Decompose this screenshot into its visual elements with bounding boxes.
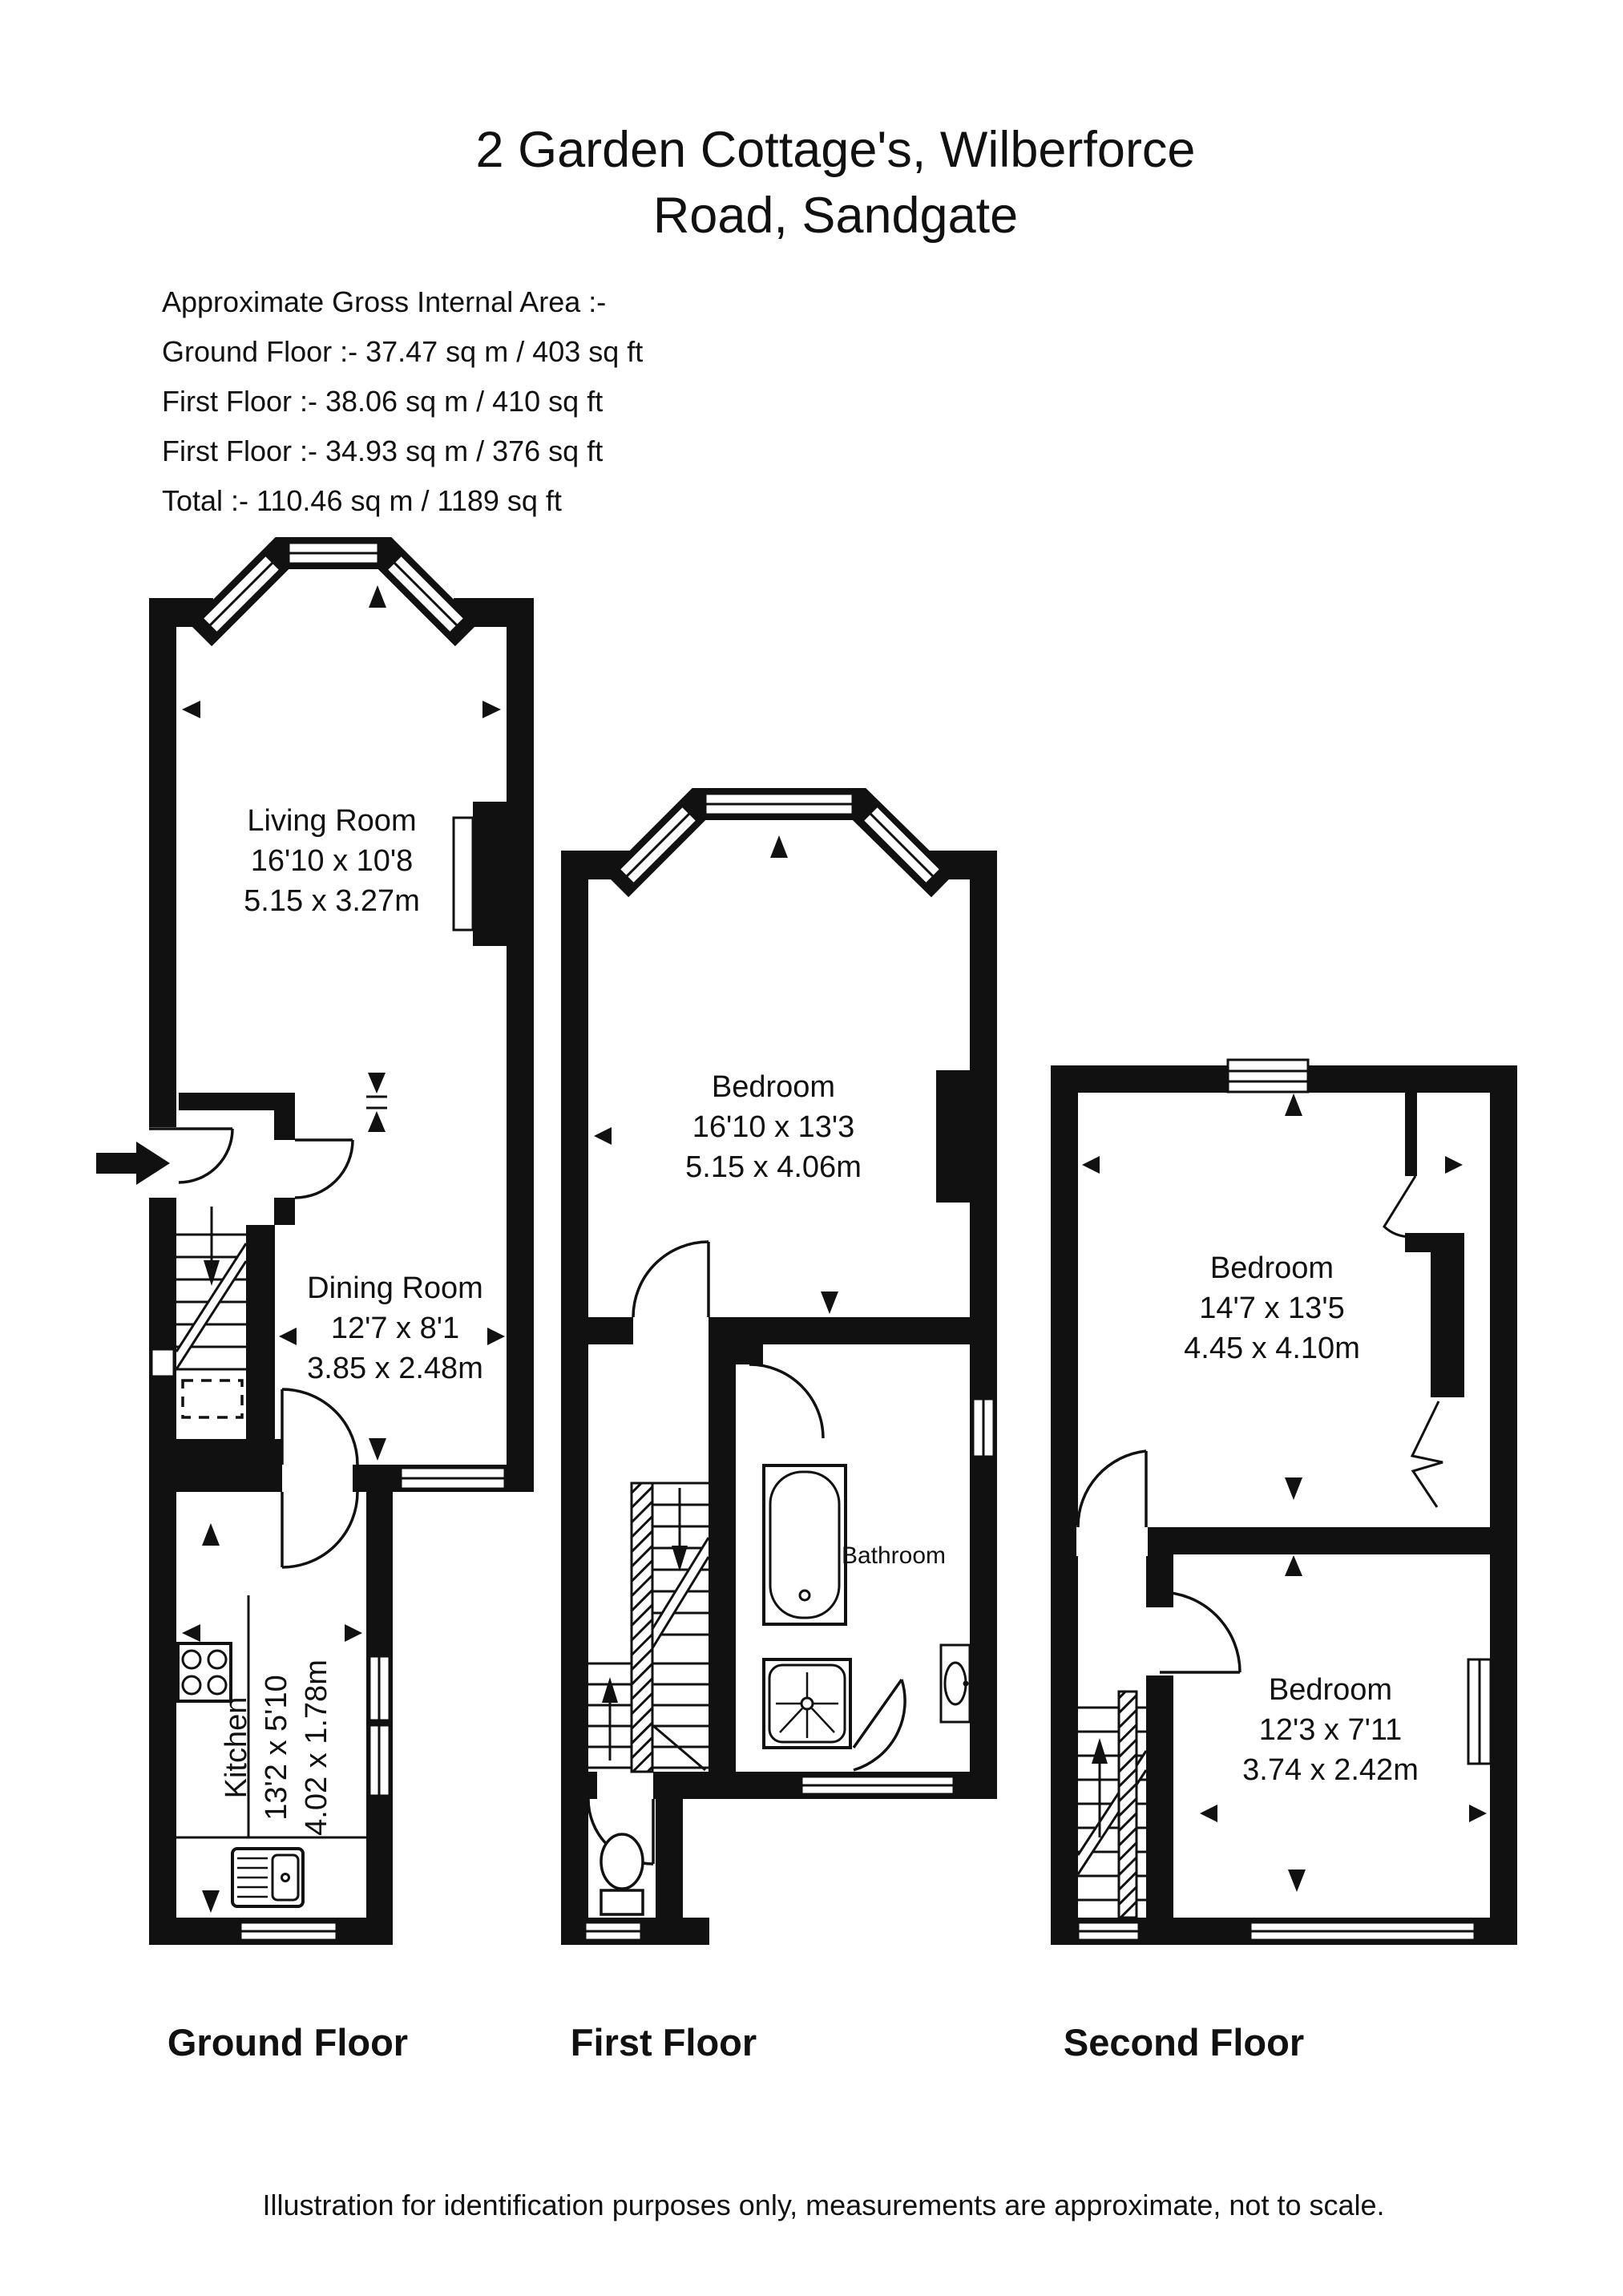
area-line: Total :- 110.46 sq m / 1189 sq ft xyxy=(162,484,562,517)
bedroom-door xyxy=(633,1242,709,1317)
window-icon xyxy=(386,555,465,633)
room-name: Kitchen xyxy=(220,1696,253,1799)
room-dims-imperial: 14'7 x 13'5 xyxy=(1199,1292,1345,1325)
dining-kitchen-door xyxy=(282,1389,357,1567)
page-title xyxy=(48,117,1623,249)
dining-room-label xyxy=(307,1271,483,1385)
room-name: Bedroom xyxy=(711,1070,836,1104)
disclaimer-text: Illustration for identification purposes only, measurements are approximate, not to scale. xyxy=(262,2189,1385,2221)
window-icon xyxy=(289,543,378,564)
room-dims-metric: 3.74 x 2.42m xyxy=(1242,1753,1419,1787)
room-dims-imperial: 16'10 x 10'8 xyxy=(250,844,414,878)
living-room-label xyxy=(244,804,420,918)
room-dims-metric: 5.15 x 3.27m xyxy=(244,884,420,918)
shower-icon xyxy=(764,1659,850,1748)
area-summary xyxy=(162,277,643,526)
staircase xyxy=(588,1483,709,1772)
second-floor-windows xyxy=(1078,1060,1491,1940)
room-dims-metric: 3.85 x 2.48m xyxy=(307,1352,483,1385)
window-icon xyxy=(202,555,281,633)
room-dims-metric: 4.02 x 1.78m xyxy=(300,1659,333,1836)
open-casement-icon xyxy=(1384,1176,1419,1237)
stairs-down-arrow-icon xyxy=(204,1207,220,1286)
staircase-down xyxy=(176,1207,246,1369)
stairs-down-arrow-icon xyxy=(672,1488,688,1571)
hob-icon xyxy=(178,1643,231,1701)
bathroom-label: Bathroom xyxy=(841,1542,947,1569)
title-line-1: 2 Garden Cottage's, Wilberforce xyxy=(475,122,1196,178)
bedroom-door xyxy=(1078,1451,1146,1527)
room-dims-metric: 5.15 x 4.06m xyxy=(685,1150,862,1184)
shower-door xyxy=(854,1680,905,1770)
basin-icon xyxy=(941,1645,970,1722)
small-bedroom-label xyxy=(1242,1673,1419,1787)
room-name: Bedroom xyxy=(1209,1251,1334,1285)
area-line: First Floor :- 38.06 sq m / 410 sq ft xyxy=(162,385,604,418)
ground-floor-plan xyxy=(96,543,534,1945)
bedroom-label xyxy=(685,1070,862,1184)
title-line-2: Road, Sandgate xyxy=(652,188,1019,244)
bathtub-icon xyxy=(764,1465,846,1624)
bedroom-label xyxy=(1184,1251,1360,1365)
window-icon xyxy=(862,806,941,884)
second-floor-plan xyxy=(1051,1060,1517,1945)
staircase-up xyxy=(1078,1692,1146,1918)
window-icon xyxy=(705,794,853,815)
room-dims-imperial: 13'2 x 5'10 xyxy=(260,1675,293,1821)
room-name: Dining Room xyxy=(307,1271,483,1305)
ground-floor-caption: Ground Floor xyxy=(167,2021,409,2064)
fireplace-recess xyxy=(454,818,473,930)
bay-window xyxy=(200,543,466,635)
area-heading: Approximate Gross Internal Area :- xyxy=(162,285,607,318)
sink-icon xyxy=(232,1849,303,1906)
toilet-icon xyxy=(601,1834,643,1914)
room-name: Bedroom xyxy=(1268,1673,1393,1707)
room-dims-imperial: 16'10 x 13'3 xyxy=(692,1110,855,1144)
room-dims-imperial: 12'3 x 7'11 xyxy=(1258,1713,1403,1747)
bathroom-door xyxy=(749,1364,823,1438)
area-line: First Floor :- 34.93 sq m / 376 sq ft xyxy=(162,435,604,467)
room-dims-imperial: 12'7 x 8'1 xyxy=(330,1312,460,1345)
room-name: Living Room xyxy=(247,804,417,838)
open-casement-icon xyxy=(1412,1401,1443,1507)
kitchen-label xyxy=(220,1659,333,1836)
room-dims-metric: 4.45 x 4.10m xyxy=(1184,1332,1360,1365)
understairs-cupboard xyxy=(183,1380,242,1417)
window-icon xyxy=(619,806,697,884)
first-floor-plan xyxy=(561,794,997,1945)
second-floor-caption: Second Floor xyxy=(1063,2021,1305,2064)
area-line: Ground Floor :- 37.47 sq m / 403 sq ft xyxy=(162,335,644,368)
first-floor-caption: First Floor xyxy=(570,2021,757,2064)
dining-room-door xyxy=(295,1140,353,1198)
